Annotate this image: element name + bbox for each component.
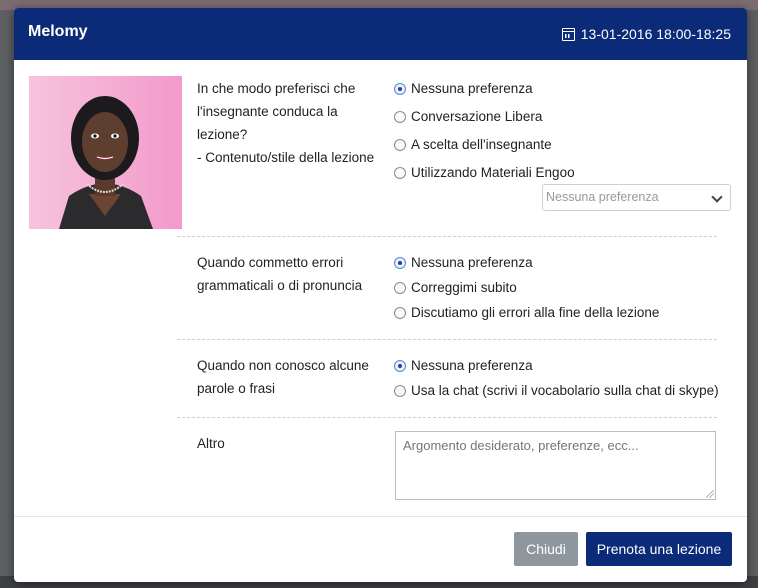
close-button[interactable]: Chiudi — [514, 532, 578, 566]
lesson-datetime-text: 13-01-2016 18:00-18:25 — [580, 26, 731, 42]
option-vocab-none[interactable] — [394, 358, 533, 373]
option-label: A scelta dell'insegnante — [411, 137, 552, 152]
section-divider — [177, 339, 717, 340]
teacher-photo — [29, 76, 182, 229]
option-label: Conversazione Libera — [411, 109, 543, 124]
book-lesson-button[interactable]: Prenota una lezione — [586, 532, 732, 566]
question-line: lezione? — [197, 127, 248, 142]
option-label: Nessuna preferenza — [411, 255, 533, 270]
radio-button[interactable] — [394, 139, 406, 151]
option-use-chat[interactable] — [394, 383, 719, 398]
question-line: Quando non conosco alcune — [197, 358, 369, 373]
lesson-datetime — [562, 26, 731, 42]
option-label: Nessuna preferenza — [411, 358, 533, 373]
radio-button[interactable] — [394, 167, 406, 179]
materials-select[interactable] — [542, 184, 731, 211]
option-errors-none[interactable] — [394, 255, 533, 270]
radio-button[interactable] — [394, 257, 406, 269]
option-engoo-materials[interactable] — [394, 165, 575, 180]
chevron-down-icon — [711, 191, 722, 202]
option-teacher-choice[interactable] — [394, 137, 552, 152]
question-line: In che modo preferisci che — [197, 81, 356, 96]
other-label: Altro — [197, 436, 225, 451]
option-lesson-style-none[interactable] — [394, 81, 533, 96]
select-value: Nessuna preferenza — [546, 190, 659, 204]
section-divider — [177, 417, 717, 418]
calendar-icon — [562, 28, 575, 41]
question-line: Quando commetto errori — [197, 255, 344, 270]
option-label: Discutiamo gli errori alla fine della lezione — [411, 305, 660, 320]
option-label: Correggimi subito — [411, 280, 517, 295]
question-line: grammaticali o di pronuncia — [197, 278, 363, 293]
question-vocabulary — [197, 354, 369, 400]
footer-divider — [14, 516, 747, 517]
radio-button[interactable] — [394, 83, 406, 95]
radio-button[interactable] — [394, 360, 406, 372]
section-divider — [177, 236, 717, 237]
teacher-name: Melomy — [28, 23, 88, 40]
modal-header — [14, 8, 747, 60]
option-label: Usa la chat (scrivi il vocabolario sulla chat di skype) — [411, 383, 719, 398]
option-label: Utilizzando Materiali Engoo — [411, 165, 575, 180]
radio-button[interactable] — [394, 307, 406, 319]
question-lesson-style — [197, 77, 374, 169]
radio-button[interactable] — [394, 385, 406, 397]
resize-handle[interactable] — [706, 490, 714, 498]
question-line: l'insegnante conduca la — [197, 104, 338, 119]
option-correct-immediately[interactable] — [394, 280, 517, 295]
booking-modal — [14, 8, 747, 582]
option-label: Nessuna preferenza — [411, 81, 533, 96]
question-line: parole o frasi — [197, 381, 276, 396]
option-free-conversation[interactable] — [394, 109, 542, 124]
option-discuss-at-end[interactable] — [394, 305, 659, 320]
other-notes-input[interactable] — [395, 431, 716, 500]
question-line: - Contenuto/stile della lezione — [197, 150, 375, 165]
question-errors — [197, 251, 362, 297]
radio-button[interactable] — [394, 282, 406, 294]
radio-button[interactable] — [394, 111, 406, 123]
